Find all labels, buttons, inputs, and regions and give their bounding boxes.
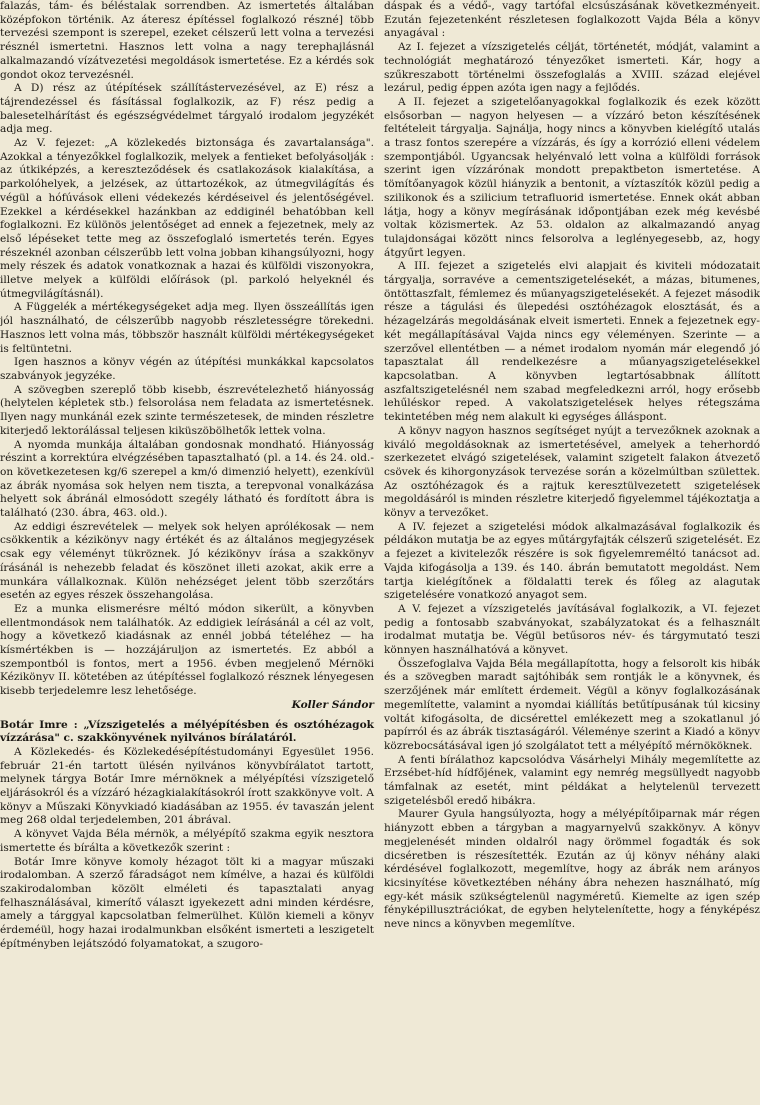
paragraph: Összefoglalva Vajda Béla megállapította, hogy a felsorolt kis hibák és a szövegben maradt sajtóhibák sem rontják le a könyvnek, és szerzőjének már említett érdemeit. Végül a könyv foglalkozásának megemlítette, valamint a nyomdai kiállítás betűtípusának túl kicsiny voltát kifogásolta, de dicsérettel emlékezett meg a szokatlanul jó papírról és az ábrák tisztaságáról. Véleménye szerint a Kiadó a könyv közrebocsátásával igen jó szolgálatot tett a mélyépítő mérnököknek. [384, 657, 760, 752]
paragraph: Maurer Gyula hangsúlyozta, hogy a mélyépítőiparnak már régen hiányzott ebben a tárgyban a magyarnyelvű szakkönyv. A könyv megjelenését minden oldalról nagy örömmel fogadták és sok dicséretben is részesítették. Ezután az új könyv néhány alaki kérdésével foglalkozott, megemlítve, hogy az ábrák nem arányos kicsinyítése következtében néhány ábra nehezen használható, míg egy-két másik szükségtelenül nagyméretű. Kiemelte az igen szép fényképillusztrációkat, de egyben helytelenítette, hogy a fényképész neve nincs a könyvben megemlítve. [384, 808, 760, 931]
paragraph: Botár Imre könyve komoly hézagot tölt ki a magyar műszaki irodalomban. A szerző fáradságot nem kímélve, a hazai és külföldi szakirodalomban közölt elméleti és tapasztalati anyag felhasználásával, kimerítő választ igyekezett adni minden kérdésre, amely a tárggyal kapcsolatban felmerülhet. Külön kiemeli a könyv érdeméül, hogy hazai irodalmunkban elsőként ismerteti a leszigetelt építményben lejátszódó folyamatokat, a szugoro- [0, 855, 374, 950]
paragraph: A D) rész az útépítések szállítástervezésével, az E) rész a tájrendezéssel és fásítással foglalkozik, az F) rész pedig a balesetelhárítást és egészségvédelmet tárgyaló irodalom jegyzékét adja meg. [0, 82, 374, 136]
paragraph: A III. fejezet a szigetelés elvi alapjait és kiviteli módozatait tárgyalja, sorravéve a cementszigetelésekét, a mázas, bitumenes, öntöttaszfalt, fémlemez és műanyagszigetelésekét. A fejezet második része a tágulási és ülepedési osztóhézagok elosztását, és a hézagelzárás megoldásának elveit ismerteti. Ennek a fejezetnek egy-két megállapításával Vajda nincs egy véleményen. Szerinte — a szerzővel ellentétben — a német irodalom nyomán már elegendő jó tapasztalat áll rendelkezésre a műanyagszigetelésekkel kapcsolatban. A könyvben legtartósabbnak állított aszfaltszigetelésnél nem szabad megfeledkezni arról, hogy erősebb lehűléskor reped. A vakolatszigetelések helyes rétegszáma tekintetében még nem alakult ki egységes álláspont. [384, 260, 760, 424]
paragraph: Az eddigi észrevételek — melyek sok helyen aprólékosak — nem csökkentik a kézikönyv nagy értékét és az általános megjegyzések csak egy véleményt tükröznek. Jó kézikönyv írása a szakkönyv írásánál is nehezebb feladat és köszönet illeti azokat, akik erre a munkára vállalkoznak. Külön nehézséget jelent több szerzőtárs esetén az egyes részek összehangolása. [0, 520, 374, 602]
right-column [384, 0, 760, 932]
author-signature: Koller Sándor [291, 698, 374, 711]
left-column [0, 0, 374, 952]
paragraph: falazás, tám- és béléstalak sorrendben. Az ismertetés általában középfokon történik. Az áteresz építéssel foglalkozó részné] több tervezési szempont is szerepel, ezeket célszerű lett volna a tervezési résznél ismertetni. Hasznos lett volna a nagy terephajlásnál alkalmazandó vízátvezetési megoldások ismertetése. Ez a kérdés sok gondot okoz tervezésnél. [0, 0, 374, 81]
paragraph: dáspak és a védő-, vagy tartófal elcsúszásának következményeit. Ezután fejezetenként részletesen foglalkozott Vajda Béla a könyv anyagával : [384, 0, 760, 40]
paragraph: A fenti bírálathoz kapcsolódva Vásárhelyi Mihály megemlítette az Erzsébet-híd hídfőjének, valamint egy nemrég megsüllyedt nagyobb támfalnak az esetét, mint példákat a helytelenül tervezett szigetelésből eredő hibákra. [384, 753, 760, 807]
paragraph: A könyv nagyon hasznos segítséget nyújt a tervezőknek azoknak a kiváló megoldásoknak az ismertetésével, amelyek a teherhordó szerkezetet elvágó szigetelések, valamint szigetelt falakon átvezető csövek és kihorgonyzások tervezése során a közelmúltban születtek. Az osztóhézagok és a rajtuk keresztülvezetett szigetelések megoldásáról is minden részletre kiterjedő figyelemmel tájékoztatja a könyv a tervezőket. [384, 424, 760, 520]
paragraph: A szövegben szereplő több kisebb, észrevételezhető hiányosság (helytelen képletek stb.) felsorolása nem feladata az ismertetésnek. Ilyen nagy munkánál ezek szinte természetesek, de minden részletre kiterjedő lektorálással teljesen kiküszöbölhetők lettek volna. [0, 383, 374, 437]
paragraph: A II. fejezet a szigetelőanyagokkal foglalkozik és ezek között elsősorban — nagyon helyesen — a vízzáró beton készítésének feltételeit tárgyalja. Sajnálja, hogy nincs a könyvben kielégítő utalás a trasz fontos szerepére a vízzárás, és így a korrózió elleni védelem szempontjából. Ugyancsak helyénvaló lett volna a külföldi források szerint igen vízzárónak mondott prepaktbeton ismertetése. A tömítőanyagok közül hiányzik a bentonit, a víztaszítók közül pedig a szilikonok és a szilicium tetrafluorid ismertetése. Ennek okát abban látja, hogy a könyv megírásának időpontjában ezek még kevésbé voltak közismertek. Az 53. oldalon az alkalmazandó anyag tulajdonságai között nincs felsorolva a leglényegesebb, az, hogy átgyűrt legyen. [384, 95, 760, 259]
paragraph: Az I. fejezet a vízszigetelés célját, történetét, módját, valamint a technológiát meghatározó tényezőket ismerteti. Kár, hogy a szűkreszabott történelmi összefoglalás a XVIII. század elejével lezárul, pedig éppen azóta igen nagy a fejlődés. [384, 41, 760, 95]
paragraph: A V. fejezet a vízszigetelés javításával foglalkozik, a VI. fejezet pedig a fontosabb szabványokat, szabályzatokat és a felhasznált irodalmat mutatja be. Végül betűsoros név- és tárgymutató teszi könnyen használhatóvá a könyvet. [384, 602, 760, 657]
paragraph: A Függelék a mértékegységeket adja meg. Ilyen összeállítás igen jól használható, de célszerűbb nagyobb részletességre törekedni. Hasznos lett volna más, többször használt külföldi mértékegységeket is feltüntetni. [0, 301, 374, 355]
paragraph: A nyomda munkája általában gondosnak mondható. Hiányosság részint a korrektúra elvégzésében tapasztalható (pl. a 14. és 24. old.-on következetesen kg/6 szerepel a km/ó dimenzió helyett), ezenkívül az ábrák nyomása sok helyen nem tiszta, a terepvonal vonalkázása helyett sok ábránál elmosódott szegély látható és fordított ábra is található (230. ábra, 463. old.). [0, 438, 374, 520]
paragraph: A könyvet Vajda Béla mérnök, a mélyépítő szakma egyik nesztora ismertette és bírálta a következők szerint : [0, 828, 374, 854]
paragraph: Igen hasznos a könyv végén az útépítési munkákkal kapcsolatos szabványok jegyzéke. [0, 356, 374, 382]
review-title: Botár Imre : „Vízszigetelés a mélyépítésben és osztóhézagok vízzárása" c. szakkönyvének nyilvános bírálatáról. [0, 718, 374, 745]
paragraph: Az V. fejezet: „A közlekedés biztonsága és zavartalansága". Azokkal a tényezőkkel foglalkozik, melyek a fentieket befolyásolják : az útkiképzés, a kereszteződések és csatlakozások kialakítása, a parkolóhelyek, a jelzések, az úttartozékok, az útmegvilágítás és végül a hófúvások elleni védekezés kérdéseivel és jelentőségével. Ezekkel a kérdésekkel hazánkban az eddiginél behatóbban kell foglalkozni. Ez különös jelentőséget ad ennek a fejezetnek, mely az első lépéseket tette meg az összefoglaló ismertetés terén. Egyes részeknél azonban célszerűbb lett volna jobban kihangsúlyozni, hogy mely részek és adatok vonatkoznak a hazai és külföldi viszonyokra, illetve melyek a külföldi előírások (pl. parkoló helyeknél és útmegvilágításnál). [0, 137, 374, 300]
paragraph: Ez a munka elismerésre méltó módon sikerült, a könyvben ellentmondások nem találhatók. Az eddigiek leírásánál a cél az volt, hogy a következő kiadásnak az ennél jobbá tételéhez — ha kísmértékben is — hozzájáruljon az ismertetés. Ez abból a szempontból is fontos, mert a 1956. évben megjelenő Mérnöki Kézikönyv II. kötetében az útépítéssel foglalkozó résznek lényegesen kisebb terjedelemre lesz lehetősége. [0, 602, 374, 698]
paragraph: A Közlekedés- és Közlekedésépítéstudományi Egyesület 1956. február 21-én tartott ülésén nyilvános könyvbírálatot tartott, melynek tárgya Botár Imre mérnöknek a mélyépítési vízszigetelő eljárásokról és a vízzáró hézagkialakításokról írott szakkönyve volt. A könyv a Műszaki Könyvkiadó kiadásában az 1955. év tavaszán jelent meg 268 oldal terjedelemben, 201 ábrával. [0, 745, 374, 827]
paragraph: A IV. fejezet a szigetelési módok alkalmazásával foglalkozik és példákon mutatja be az egyes műtárgyfajták célszerű szigetelését. Ez a fejezet a kivitelezők részére is sok figyelemreméltó tanácsot ad. Vajda kifogásolja a 139. és 140. ábrán bemutatott megoldást. Nem tartja kielégítőnek a földalatti terek és főleg az alagutak szigetelésére vonatkozó anyagot sem. [384, 520, 760, 602]
